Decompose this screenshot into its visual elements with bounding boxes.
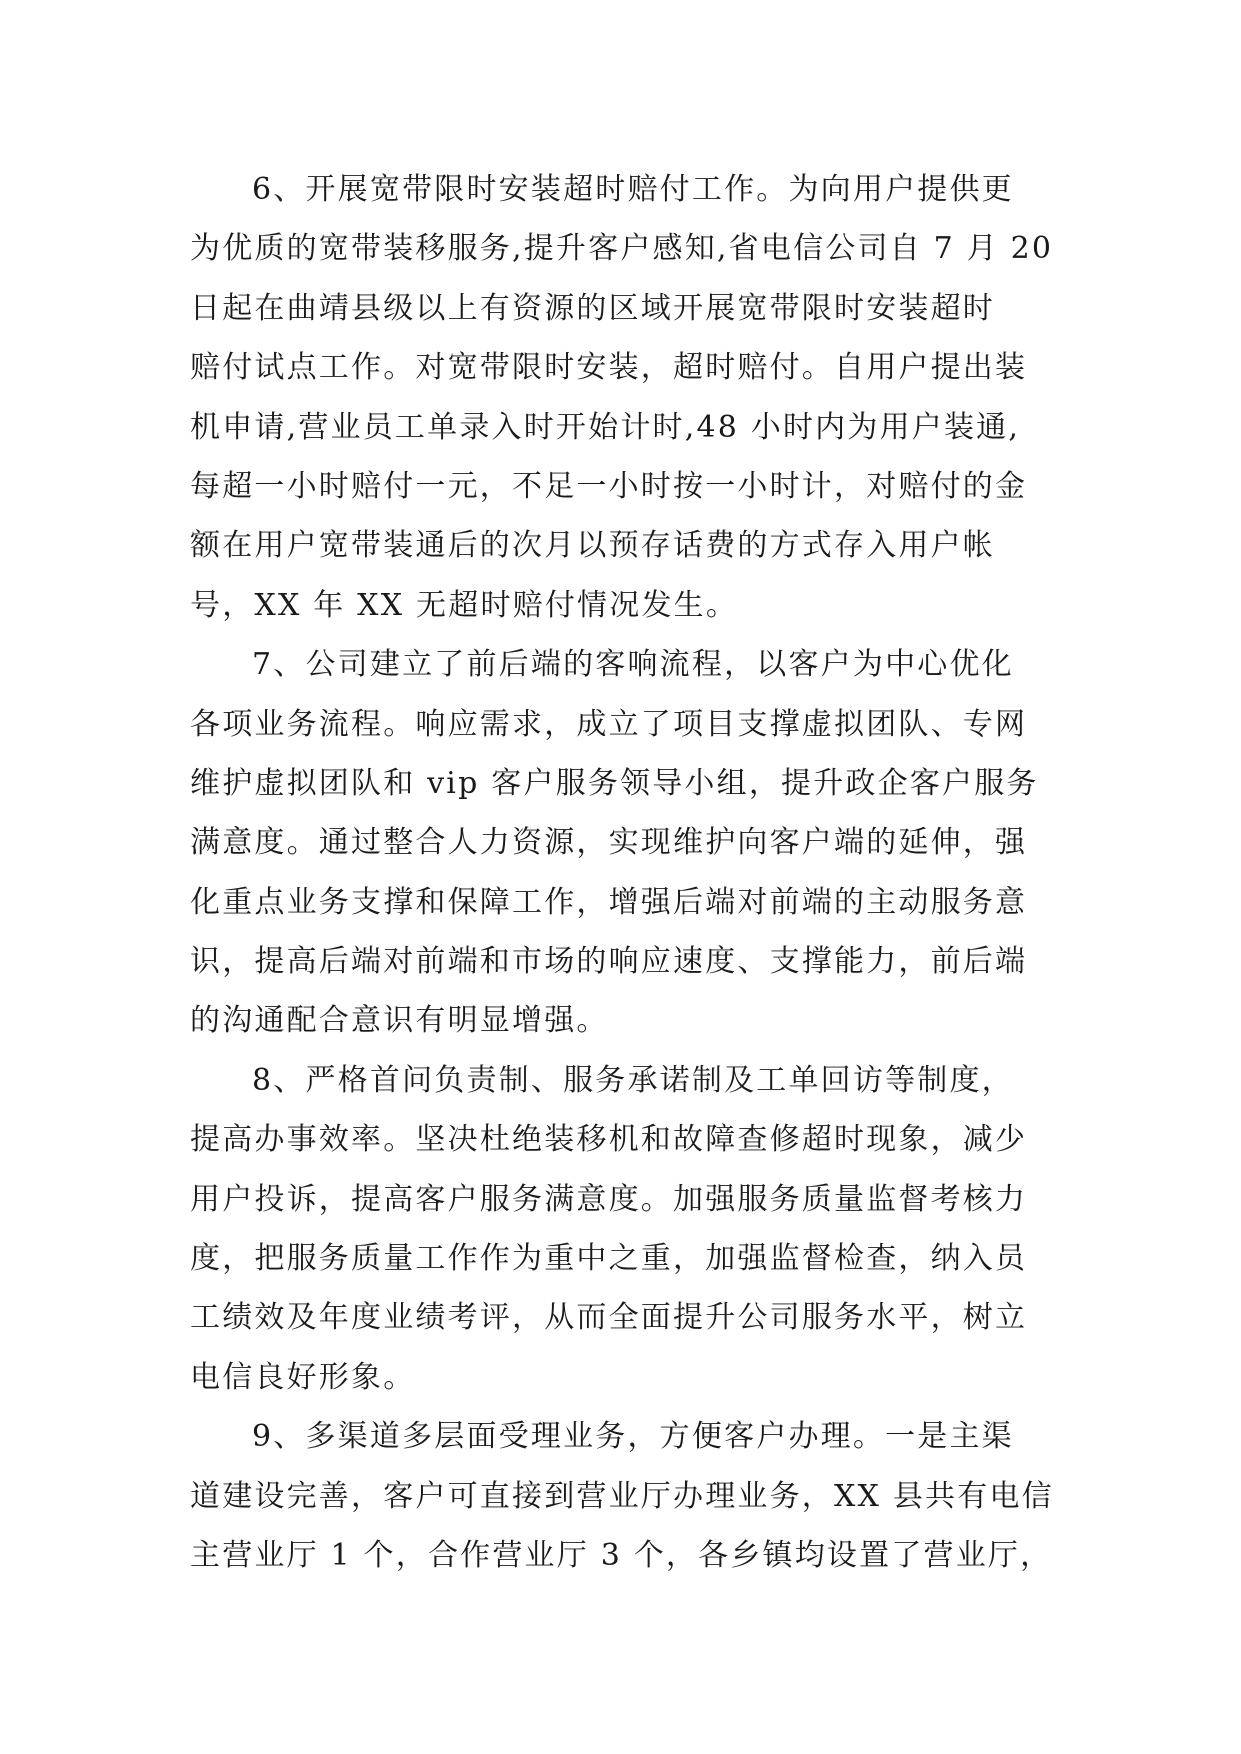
text-line: 道建设完善，客户可直接到营业厅办理业务，XX 县共有电信 bbox=[190, 1478, 1054, 1514]
text-line: 为优质的宽带装移服务,提升客户感知,省电信公司自 7 月 20 bbox=[190, 231, 1054, 267]
paragraph-8 bbox=[190, 1051, 1060, 1407]
text-line: 识，提高后端对前端和市场的响应速度、支撑能力，前后端 bbox=[190, 944, 1028, 980]
text-line: 9、多渠道多层面受理业务，方便客户办理。一是主渠 bbox=[252, 1419, 1014, 1455]
body-text bbox=[190, 160, 1060, 1585]
text-line: 主营业厅 1 个，合作营业厅 3 个，各乡镇均设置了营业厅， bbox=[190, 1537, 1053, 1573]
text-line: 6、开展宽带限时安装超时赔付工作。为向用户提供更 bbox=[252, 172, 1014, 207]
text-line: 化重点业务支撑和保障工作，增强后端对前端的主动服务意 bbox=[190, 884, 1028, 920]
text-line: 维护虚拟团队和 vip 客户服务领导小组，提升政企客户服务 bbox=[190, 765, 1039, 801]
text-line: 用户投诉，提高客户服务满意度。加强服务质量监督考核力 bbox=[190, 1181, 1028, 1217]
text-line: 每超一小时赔付一元，不足一小时按一小时计，对赔付的金 bbox=[190, 468, 1028, 504]
text-line: 机申请,营业员工单录入时开始计时,48 小时内为用户装通, bbox=[190, 409, 1021, 445]
text-line: 工绩效及年度业绩考评，从而全面提升公司服务水平，树立 bbox=[190, 1300, 1028, 1336]
text-line: 日起在曲靖县级以上有资源的区域开展宽带限时安装超时 bbox=[190, 290, 995, 326]
paragraph-7 bbox=[190, 635, 1060, 1051]
paragraph-6 bbox=[190, 160, 1060, 635]
text-line: 度，把服务质量工作作为重中之重，加强监督检查，纳入员 bbox=[190, 1241, 1028, 1277]
text-line: 号，XX 年 XX 无超时赔付情况发生。 bbox=[190, 587, 739, 623]
text-line: 额在用户宽带装通后的次月以预存话费的方式存入用户帐 bbox=[190, 528, 995, 564]
text-line: 提高办事效率。坚决杜绝装移机和故障查修超时现象，减少 bbox=[190, 1122, 1028, 1158]
text-line: 赔付试点工作。对宽带限时安装，超时赔付。自用户提出装 bbox=[190, 350, 1028, 386]
text-line: 7、公司建立了前后端的客响流程，以客户为中心优化 bbox=[252, 647, 1014, 683]
text-line: 各项业务流程。响应需求，成立了项目支撑虚拟团队、专网 bbox=[190, 706, 1028, 742]
text-line: 电信良好形象。 bbox=[190, 1359, 416, 1395]
paragraph-9 bbox=[190, 1407, 1060, 1585]
text-line: 的沟通配合意识有明显增强。 bbox=[190, 1003, 609, 1039]
text-line: 满意度。通过整合人力资源，实现维护向客户端的延伸，强 bbox=[190, 825, 1028, 861]
text-line: 8、严格首问负责制、服务承诺制及工单回访等制度， bbox=[252, 1062, 1014, 1098]
